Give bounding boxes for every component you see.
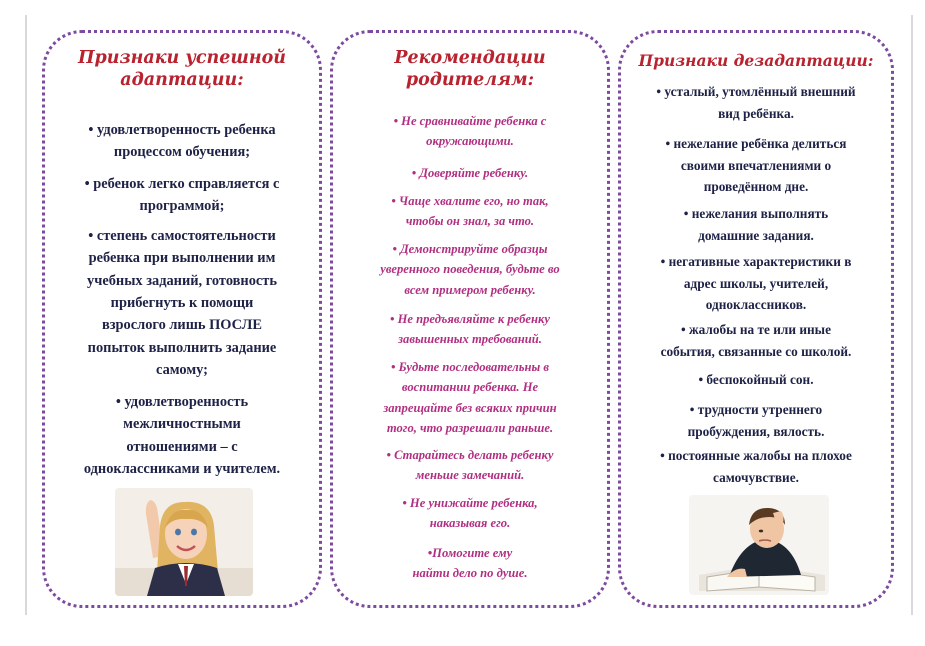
text-line: межличностными (123, 416, 241, 433)
text-line: всем примером ребенку. (404, 282, 536, 297)
success-title-line-2: адаптации: (120, 70, 244, 91)
maladaptation-card (618, 30, 894, 608)
maladaptation-item-4 (621, 251, 891, 316)
girl-raising-hand-photo (115, 488, 253, 596)
text-line: учебных заданий, готовность (87, 272, 277, 289)
text-line: окружающими. (426, 134, 514, 149)
text-line: • жалобы на те или иные (681, 322, 831, 337)
text-line: одноклассников. (705, 297, 807, 313)
maladaptation-title (621, 51, 891, 71)
text-line: • Чаще хвалите его, но так, (391, 194, 549, 208)
text-line: вид ребёнка. (718, 105, 794, 121)
recommendation-item-1 (333, 111, 607, 152)
maladaptation-item-7 (621, 399, 891, 442)
maladaptation-item-8 (621, 445, 891, 488)
text-line: своими впечатлениями о (680, 157, 832, 173)
text-line: одноклассниками и учителем. (83, 460, 281, 477)
success-item-4 (45, 391, 319, 480)
text-line: меньше замечаний. (415, 468, 525, 483)
text-line: проведённом дне. (703, 179, 809, 195)
maladaptation-item-2 (621, 133, 891, 198)
text-line: пробуждения, вялость. (687, 423, 825, 439)
text-line: найти дело по душе. (412, 566, 528, 581)
text-line: • удовлетворенность (115, 394, 249, 410)
text-line: • усталый, утомлённый внешний (656, 84, 856, 99)
right-margin-line (911, 15, 913, 615)
success-item-1 (45, 119, 319, 164)
text-line: отношениями – с (126, 438, 238, 455)
success-item-3 (45, 225, 319, 381)
text-line: прибегнуть к помощи (110, 294, 254, 311)
text-line: запрещайте без всяких причин (383, 400, 557, 415)
text-line: • степень самостоятельности (88, 228, 276, 244)
recommendation-item-7 (333, 445, 607, 486)
maladaptation-item-1 (621, 81, 891, 124)
success-title (45, 47, 319, 92)
text-line: • Доверяйте ребенку. (411, 166, 529, 180)
text-line: того, что разрешали раньше. (386, 421, 554, 436)
text-line: уверенного поведения, будьте во (380, 262, 560, 277)
success-title-line-1: Признаки успешной (77, 48, 287, 68)
maladaptation-item-5 (621, 319, 891, 362)
text-line: • ребенок легко справляется с (84, 176, 280, 192)
text-line: • трудности утреннего (689, 402, 823, 417)
text-line: • Демонстрируйте образцы (392, 242, 548, 256)
maladaptation-item-6 (621, 369, 891, 391)
text-line: воспитании ребенка. Не (401, 380, 539, 395)
recommendation-item-2 (333, 163, 607, 183)
text-line: • негативные характеристики в (660, 254, 852, 269)
text-line: • нежелание ребёнка делиться (665, 136, 847, 151)
recommendation-item-3 (333, 191, 607, 232)
text-line: •Помогите ему (427, 546, 513, 560)
tired-boy-with-book-photo (689, 495, 829, 595)
text-line: • Не предъявляйте к ребенку (390, 312, 550, 326)
recommendation-item-6 (333, 357, 607, 439)
maladaptation-title-line-1: Признаки дезадаптации: (638, 51, 874, 70)
recommendation-item-5 (333, 309, 607, 350)
text-line: чтобы он знал, за что. (405, 214, 535, 229)
recommendations-title-line-2: родителям: (405, 70, 535, 91)
success-adaptation-card (42, 30, 322, 608)
text-line: • Не сравнивайте ребенка с (393, 114, 547, 128)
text-line: взрослого лишь ПОСЛЕ (101, 317, 263, 334)
left-margin-line (25, 15, 27, 615)
text-line: наказывая его. (429, 516, 511, 531)
text-line: адрес школы, учителей, (683, 275, 829, 291)
text-line: • беспокойный сон. (698, 372, 814, 387)
text-line: • Не унижайте ребенка, (402, 496, 538, 510)
text-line: • удовлетворенность ребенка (88, 122, 276, 138)
text-line: • постоянные жалобы на плохое (660, 448, 852, 463)
recommendations-title-line-1: Рекомендации (394, 48, 546, 68)
text-line: события, связанные со школой. (660, 343, 852, 359)
text-line: • Старайтесь делать ребенку (386, 448, 554, 462)
maladaptation-item-3 (621, 203, 891, 246)
text-line: процессом обучения; (113, 144, 251, 161)
text-line: самому; (156, 361, 208, 378)
text-line: самочувствие. (713, 469, 799, 485)
recommendation-item-9 (333, 543, 607, 584)
text-line: завышенных требований. (398, 332, 542, 347)
recommendations-card (330, 30, 610, 608)
text-line: домашние задания. (698, 227, 814, 243)
text-line: ребенка при выполнении им (88, 250, 276, 267)
recommendation-item-4 (333, 239, 607, 300)
text-line: • нежелания выполнять (683, 206, 829, 221)
text-line: попыток выполнить задание (87, 339, 277, 356)
text-line: программой; (139, 198, 225, 215)
recommendation-item-8 (333, 493, 607, 534)
success-item-2 (45, 173, 319, 218)
text-line: • Будьте последовательны в (391, 360, 549, 374)
recommendations-title (333, 47, 607, 92)
